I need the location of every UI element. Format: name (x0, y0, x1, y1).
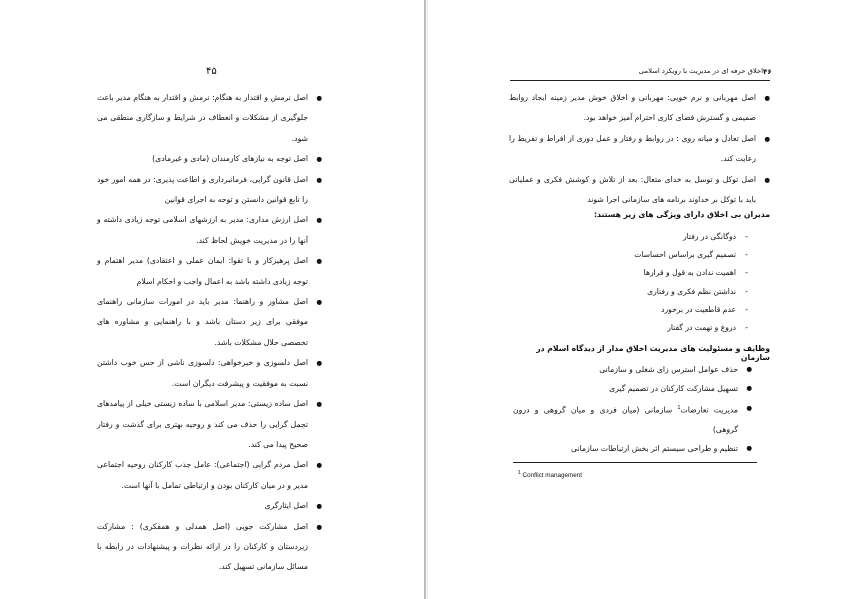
list-item: ● اصل پرهیزکار و با تقوا: ایمان عملی و اعتقادی) مدیر اهتمام و توجه زیادی داشته باشد به اعمال واجب و احکام اسلام (97, 251, 323, 292)
list-item: ● اصل مردم گرایی (اجتماعی): عامل جذب کارکنان روحیه اجتماعی مدیر و در میان کارکنان بودن و ارتباطی تمامل با آنها است. (97, 455, 323, 496)
list-item: ● اصل ایثارگری (97, 496, 323, 516)
page-number-left: ۴۵ (206, 66, 217, 77)
footnote-rule (513, 462, 757, 463)
running-head: اخلاق حرفه ای در مدیریت با رویکرد اسلامی (638, 67, 763, 75)
section-heading-duties: وظایف و مسئولیت های مدیریت اخلاق مدار از دیدگاه اسلام در سازمان (536, 344, 770, 362)
list-item: ● اصل قانون گرایی، فرمانبرداری و اطاعت پذیری: در همه امور خود را تابع قوانین دانستن و توجه به اجرای قوانین (97, 170, 323, 211)
list-item: - نداشتن نظم فکری و رفتاری (578, 283, 750, 301)
list-item: ● حذف عوامل استرس زای شغلی و سازمانی (513, 360, 753, 379)
list-item: ● تنظیم و طراحی سیستم اثر بخش ارتباطات سازمانی (513, 439, 753, 458)
footnote (518, 470, 582, 479)
right-principles-list (509, 88, 771, 210)
footnote-reference: 1 (677, 404, 681, 411)
list-item: ● اصل دلسوزی و خیرخواهی: دلسوزی ناشی از حس خوب داشتن نسبت به موفقیت و پیشرفت دیگران است. (97, 353, 323, 394)
list-item: ● اصل مهربانی و نرم خویی: مهربانی و اخلاق خوش مدیر زمینه ایجاد روابط صمیمی و گسترش فضای کاری احترام آمیز خواهد بود. (509, 88, 771, 129)
list-item: ● اصل نرمش و اقتدار به هنگام: نرمش و اقتدار به هنگام مدیر باعث جلوگیری از مشکلات و انعطاف در شرایط و سازگاری منطقی می شود. (97, 88, 323, 149)
list-item: ● اصل مشارکت جویی (اصل همدلی و همفکری) : مشارکت زیردستان و کارکنان را در ارائه نظرات و پیشنهادات در رابطه با مسائل سازمانی تسهیل کند. (97, 517, 323, 578)
list-item: ● اصل توکل و توسل به خدای متعال: بعد از تلاش و کوشش فکری و عملیاتی باید با توکل بر خداوند برنامه های سازمانی اجرا شوند (509, 170, 771, 211)
list-item: ● اصل ساده زیستی: مدیر اسلامی با ساده زیستی خیلی از پیامدهای تجمل گرایی را حذف می کند و روحیه بهتری برای گذشت و رفتار صحیح پیدا می کند. (97, 394, 323, 455)
list-item: - دوگانگی در رفتار (578, 228, 750, 246)
footnote-text: Conflict management (522, 472, 583, 480)
section-heading-unethical-managers: مدیران بی اخلاق دارای ویژگی های زیر هستند: (593, 210, 770, 219)
list-item: - دروغ و تهمت در گفتار (578, 319, 750, 337)
right-page (428, 0, 849, 599)
list-item: - عدم قاطعیت در برخورد (578, 301, 750, 319)
list-item: - تصمیم گیری براساس احساسات (578, 246, 750, 264)
list-item: ● اصل تعادل و میانه روی : در روابط و رفتار و عمل دوری از افراط و تفریط را رعایت کند. (509, 129, 771, 170)
list-item: ● اصل مشاور و راهنما: مدیر باید در امورات سازمانی راهنمای موفقی برای زیر دستان باشد و با راهنمایی و مشاوره های تخصصی حلال مشکلات باشد. (97, 292, 323, 353)
left-page (0, 0, 424, 599)
duty-text-continued: سازمانی (میان فردی و میان گروهی و درون گروهی) (513, 405, 738, 434)
footnote-marker: 1 (518, 470, 521, 476)
list-item: ● اصل ارزش مداری: مدیر به ارزشهای اسلامی توجه زیادی داشته و آنها را در مدیریت خویش لحاظ کند. (97, 210, 323, 251)
list-item: - اهمیت ندادن به قول و قرارها (578, 264, 750, 282)
list-item: ● اصل توجه به نیازهای کارمندان (مادی و غیرمادی) (97, 149, 323, 169)
duties-list (513, 360, 753, 459)
page-number-right: ۴۶ (763, 67, 772, 76)
list-item (513, 399, 753, 439)
duty-text: مدیریت تعارضات (680, 405, 738, 415)
page-gutter (424, 0, 426, 599)
header-rule (510, 80, 770, 81)
left-principles-list (97, 88, 323, 578)
unethical-traits-list (578, 228, 750, 337)
list-item: ● تسهیل مشارکت کارکنان در تصمیم گیری (513, 379, 753, 398)
